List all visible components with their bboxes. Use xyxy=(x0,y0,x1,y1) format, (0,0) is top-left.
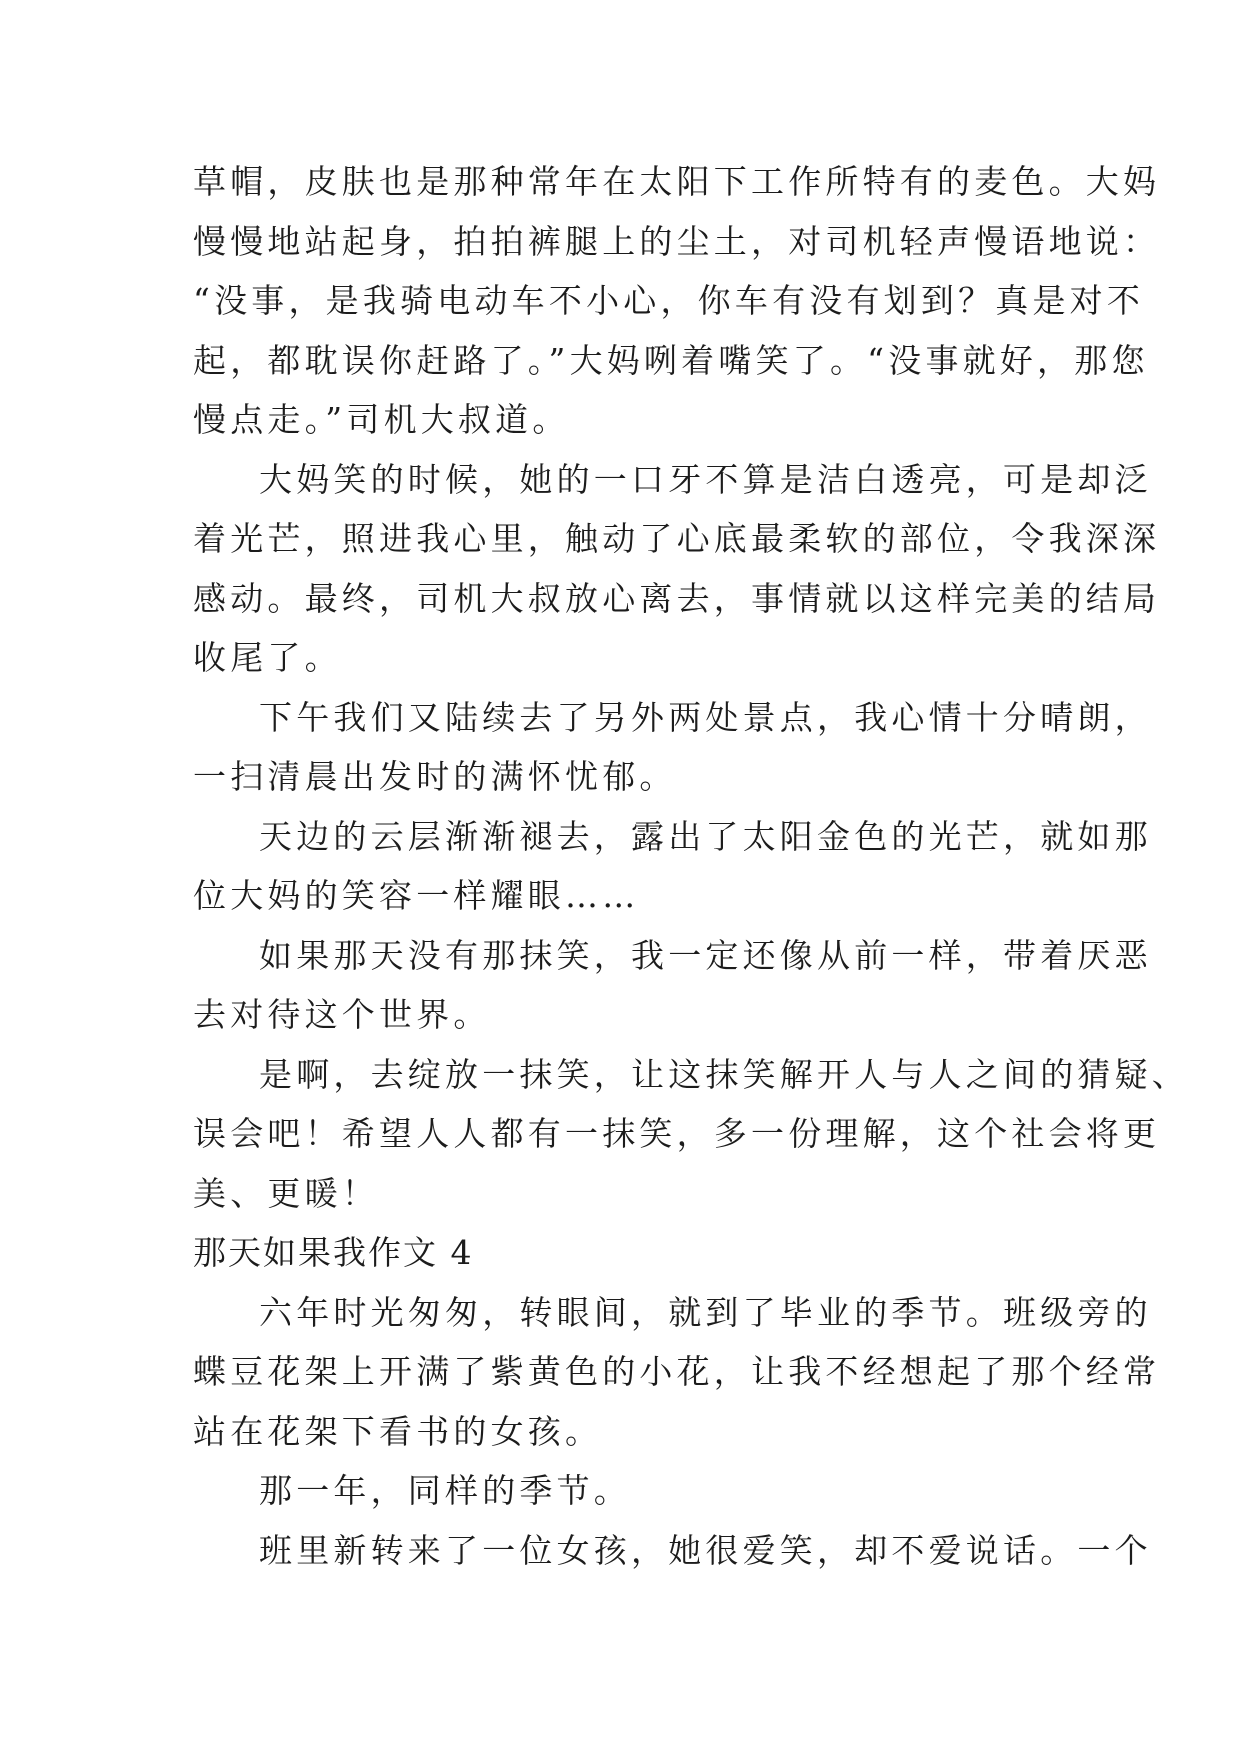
text-line: 着光芒，照进我心里，触动了心底最柔软的部位，令我深深 xyxy=(193,519,1161,558)
text-line: 六年时光匆匆，转眼间，就到了毕业的季节。班级旁的 xyxy=(259,1292,1152,1332)
text-line: 草帽，皮肤也是那种常年在太阳下工作所特有的麦色。大妈 xyxy=(193,162,1161,201)
text-line: 站在花架下看书的女孩。 xyxy=(193,1411,603,1451)
text-line: 班里新转来了一位女孩，她很爱笑，却不爱说话。一个 xyxy=(259,1530,1152,1570)
text-line: 慢点走。”司机大叔道。 xyxy=(193,400,570,439)
text-line: 美、更暖！ xyxy=(193,1173,379,1213)
text-line: 感动。最终，司机大叔放心离去，事情就以这样完美的结局 xyxy=(193,578,1161,618)
text-line: 是啊，去绽放一抹笑，让这抹笑解开人与人之间的猜疑、 xyxy=(259,1054,1189,1094)
text-line: 起，都耽误你赶路了。”大妈咧着嘴笑了。“没事就好，那您 xyxy=(193,340,1149,380)
text-line: 慢慢地站起身，拍拍裤腿上的尘土，对司机轻声慢语地说： xyxy=(193,221,1161,261)
text-line: 天边的云层渐渐褪去，露出了太阳金色的光芒，就如那 xyxy=(259,816,1152,856)
text-line: 去对待这个世界。 xyxy=(193,995,491,1034)
text-line: 下午我们又陆续去了另外两处景点，我心情十分晴朗， xyxy=(259,697,1152,737)
text-line: 位大妈的笑容一样耀眼…… xyxy=(193,876,640,915)
text-line: 如果那天没有那抹笑，我一定还像从前一样，带着厌恶 xyxy=(259,935,1152,975)
section-heading: 那天如果我作文 4 xyxy=(193,1233,474,1272)
text-line: 误会吧！希望人人都有一抹笑，多一份理解，这个社会将更 xyxy=(193,1114,1161,1153)
text-line: 一扫清晨出发时的满怀忧郁。 xyxy=(193,757,677,796)
text-line: 收尾了。 xyxy=(193,638,342,677)
text-line: 大妈笑的时候，她的一口牙不算是洁白透亮，可是却泛 xyxy=(259,459,1152,499)
essay-body xyxy=(193,152,1189,1580)
text-line: 那一年，同样的季节。 xyxy=(259,1471,631,1510)
text-line: 蝶豆花架上开满了紫黄色的小花，让我不经想起了那个经常 xyxy=(193,1352,1161,1391)
text-line: “没事，是我骑电动车不小心，你车有没有划到？真是对不 xyxy=(193,281,1145,320)
